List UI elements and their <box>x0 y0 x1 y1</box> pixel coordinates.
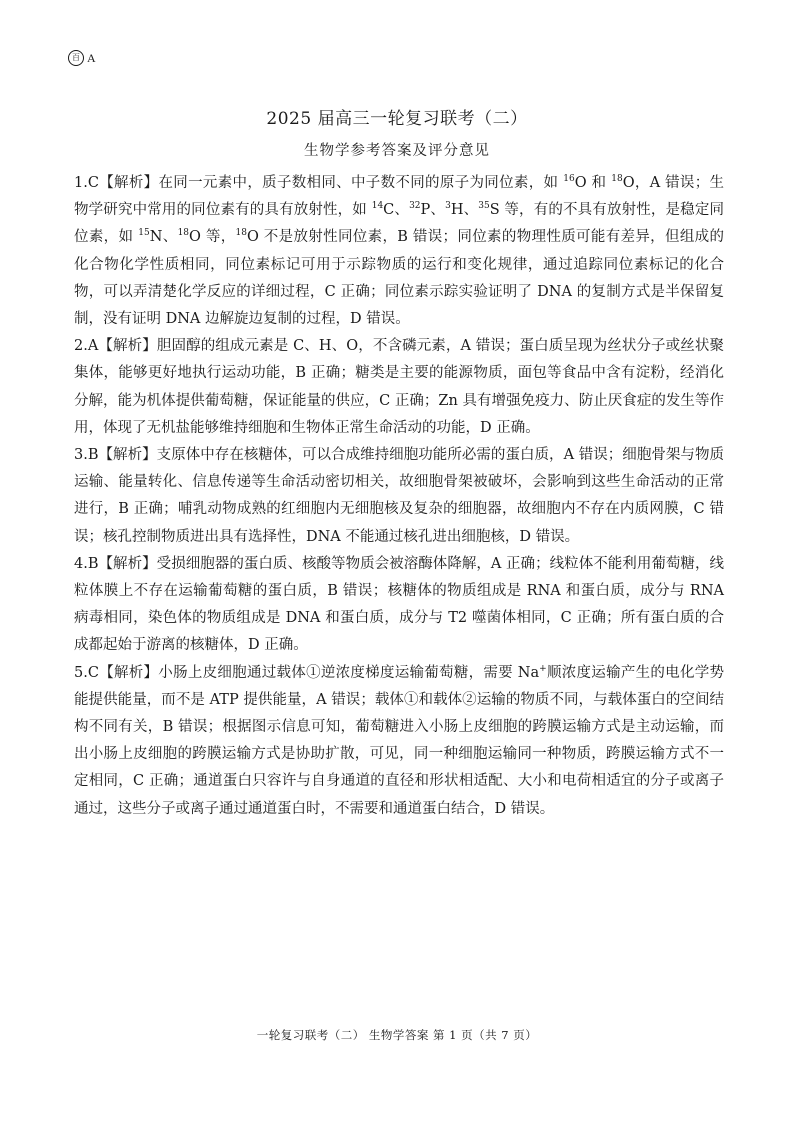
answer-text: O，A 错误；生物学研究中常用的同位素有的具有放射性，如 <box>74 175 725 219</box>
answer-text: 5.C【解析】小肠上皮细胞通过载体①逆浓度梯度运输葡萄糖，需要 Na <box>74 664 540 681</box>
answer-text: C、 <box>383 202 410 219</box>
superscript: 32 <box>409 201 421 212</box>
answer-2 <box>74 333 724 442</box>
superscript: 35 <box>478 201 490 212</box>
answer-text: 3.B【解析】支原体中存在核糖体，可以合成维持细胞功能所必需的蛋白质，A 错误；细胞骨架与物质运输、能量转化、信息传递等生命活动密切相关，故细胞骨架被破坏，会影响到这些生命活动的正常进行，B 正确；哺乳动物成熟的红细胞内无细胞核及复杂的细胞器，故细胞内不存在内质网膜，C 错误；核孔控制物质进出具有选择性，DNA 不能通过核孔进出细胞核，D 错误。 <box>74 447 724 545</box>
superscript: 18 <box>177 228 190 239</box>
answer-list <box>74 170 724 823</box>
answer-text: H、 <box>450 202 479 219</box>
circle-badge: 百 <box>68 50 84 66</box>
answer-5 <box>74 660 724 823</box>
answer-text: 1.C【解析】在同一元素中，质子数相同、中子数不同的原子为同位素，如 <box>74 175 564 191</box>
answer-4 <box>74 551 724 660</box>
answer-text: O 和 <box>574 175 612 191</box>
paper-version-letter: A <box>87 50 96 65</box>
page-footer: 一轮复习联考（二） 生物学答案 第 1 页（共 7 页） <box>256 1028 538 1042</box>
answer-text: 顺浓度运输产生的电化学势能提供能量，而不是 ATP 提供能量，A 错误；载体①和载体②运输的物质不同，与载体蛋白的空间结构不同有关，B 错误；根据图示信息可知，葡萄糖进入小肠上皮细胞的跨膜运输方式是主动运输，而出小肠上皮细胞的跨膜运输方式是协助扩散，可见，同一种细胞运输同一种物质，跨膜运输方式不一定相同，C 正确；通道蛋白只容许与自身通道的直径和形状相适配、大小和电荷相适宜的分子或离子通过，这些分子或离子通过通道蛋白时，不需要和通道蛋白结合，D 错误。 <box>74 664 724 817</box>
superscript: 18 <box>611 174 623 185</box>
answer-text: O 等， <box>189 229 236 246</box>
superscript: 15 <box>138 228 150 239</box>
superscript: 16 <box>563 174 575 185</box>
answer-text: P、 <box>420 202 446 219</box>
answer-3 <box>74 442 724 551</box>
corner-mark <box>68 50 96 66</box>
superscript: 14 <box>371 201 384 212</box>
page-subtitle: 生物学参考答案及评分意见 <box>304 143 490 159</box>
answer-1 <box>74 170 724 333</box>
answer-text: O 不是放射性同位素，B 错误；同位素的物理性质可能有差异，但组成的化合物化学性质相同，同位素标记可用于示踪物质的运行和变化规律，通过追踪同位素标记的化合物，可以弄清楚化学反应的详细过程，C 正确；同位素示踪实验证明了 DNA 的复制方式是半保留复制，没有证明 DNA 边解旋边复制的过程，D 错误。 <box>74 229 725 328</box>
answer-text: N、 <box>149 229 178 246</box>
answer-text: S 等，有的不具有放射性，是稳定同位素，如 <box>74 202 724 246</box>
superscript: 3 <box>445 201 451 212</box>
superscript: 18 <box>235 228 247 239</box>
answer-text: 4.B【解析】受损细胞器的蛋白质、核酸等物质会被溶酶体降解，A 正确；线粒体不能利用葡萄糖，线粒体膜上不存在运输葡萄糖的蛋白质，B 错误；核糖体的物质组成是 RNA 和蛋白质，成分与 RNA 病毒相同，染色体的物质组成是 DNA 和蛋白质，成分与 T2 噬菌体相同，C 正确；所有蛋白质的合成都起始于游离的核糖体，D 正确。 <box>74 555 724 654</box>
answer-text: 2.A【解析】胆固醇的组成元素是 C、H、O，不含磷元素，A 错误；蛋白质呈现为丝状分子或丝状聚集体，能够更好地执行运动功能，B 正确；糖类是主要的能源物质，面包等食品中含有淀粉，经消化分解，能为机体提供葡萄糖，保证能量的供应，C 正确；Zn 具有增强免疫力、防止厌食症的发生等作用，体现了无机盐能够维持细胞和生物体正常生命活动的功能，D 正确。 <box>74 338 724 436</box>
page-title: 2025 届高三一轮复习联考（二） <box>266 109 528 129</box>
superscript: + <box>539 663 547 674</box>
